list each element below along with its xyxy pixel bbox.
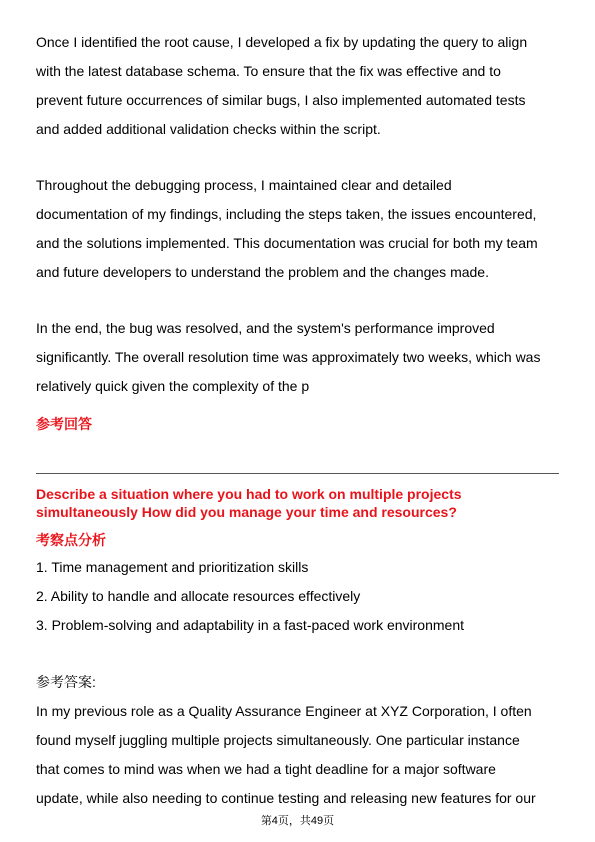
text-line: Throughout the debugging process, I maintained clear and detailed	[36, 177, 452, 193]
text-line: relatively quick given the complexity of the p	[36, 378, 310, 394]
text-line: significantly. The overall resolution time was approximately two weeks, which was	[36, 349, 541, 365]
list-item: 2. Ability to handle and allocate resources effectively	[36, 588, 361, 604]
text-line: that comes to mind was when we had a tight deadline for a major software	[36, 761, 496, 777]
text-line: and the solutions implemented. This documentation was crucial for both my team	[36, 235, 538, 251]
question-line: Describe a situation where you had to work on multiple projects	[36, 486, 462, 502]
intro-paragraph-1	[36, 28, 566, 144]
answer-paragraph	[36, 697, 566, 813]
text-line: prevent future occurrences of similar bugs, I also implemented automated tests	[36, 92, 526, 108]
question-title	[36, 485, 566, 521]
answer-label: 参考答案:	[36, 674, 96, 690]
intro-paragraph-3	[36, 314, 566, 401]
text-line: In my previous role as a Quality Assurance Engineer at XYZ Corporation, I often	[36, 703, 532, 719]
text-line: found myself juggling multiple projects simultaneously. One particular instance	[36, 732, 520, 748]
text-line: with the latest database schema. To ensure that the fix was effective and to	[36, 63, 501, 79]
text-line: and added additional validation checks within the script.	[36, 121, 381, 137]
assessment-list	[36, 553, 464, 640]
list-item: 3. Problem-solving and adaptability in a fast-paced work environment	[36, 617, 465, 633]
text-line: update, while also needing to continue testing and releasing new features for our	[36, 790, 536, 806]
reference-answer-heading: 参考回答	[36, 416, 92, 432]
text-line: Once I identified the root cause, I developed a fix by updating the query to align	[36, 34, 528, 50]
text-line: In the end, the bug was resolved, and the system's performance improved	[36, 320, 495, 336]
text-line: documentation of my findings, including the steps taken, the issues encountered,	[36, 206, 537, 222]
assessment-heading: 考察点分析	[36, 532, 106, 548]
intro-paragraph-2	[36, 171, 566, 287]
list-item: 1. Time management and prioritization skills	[36, 559, 309, 575]
page-footer: 第4页，共49页	[260, 815, 335, 827]
question-line: simultaneously How did you manage your time and resources?	[36, 504, 457, 520]
section-divider	[36, 473, 559, 474]
text-line: and future developers to understand the problem and the changes made.	[36, 264, 489, 280]
